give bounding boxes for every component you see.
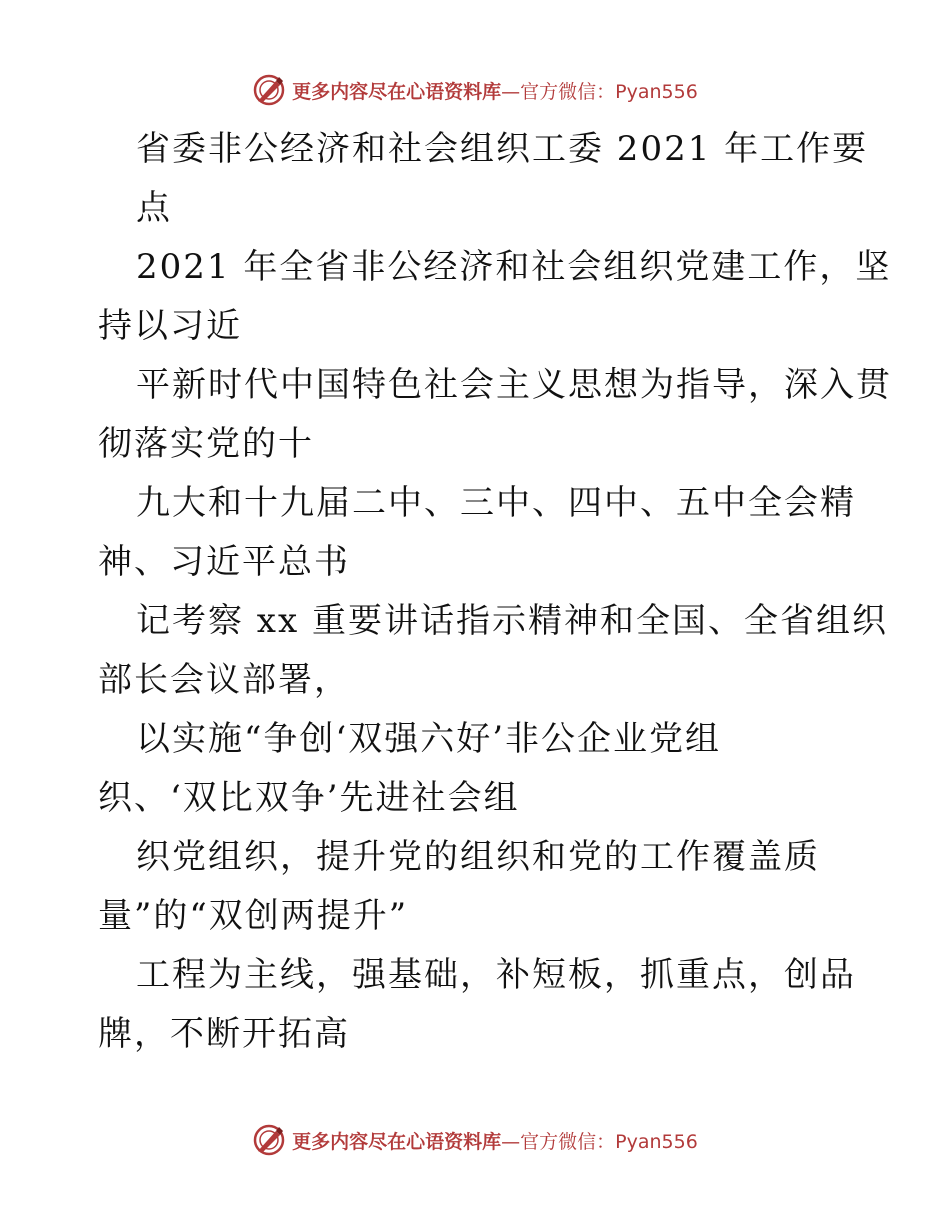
title-line-2: 点 xyxy=(136,188,172,228)
document-body xyxy=(98,120,892,1064)
pen-logo-icon xyxy=(252,1123,286,1157)
title-line-1: 省委非公经济和社会组织工委 2021 年工作要 xyxy=(136,129,869,169)
paragraph-line: 彻落实党的十 xyxy=(98,424,314,464)
header-dash: — xyxy=(501,80,521,103)
paragraph-line: 以实施“争创‘双强六好’非公企业党组 xyxy=(136,719,721,759)
paragraph-line: 牌，不断开拓高 xyxy=(98,1014,350,1054)
paragraph-line: 织、‘双比双争’先进社会组 xyxy=(98,778,520,818)
paragraph-line: 织党组织，提升党的组织和党的工作覆盖质 xyxy=(136,837,820,877)
footer-contact-text: 官方微信：Pyan556 xyxy=(520,1130,698,1153)
footer-dash: — xyxy=(501,1130,521,1153)
paragraph-line: 量”的“双创两提升” xyxy=(98,896,409,936)
header-contact-text: 官方微信：Pyan556 xyxy=(520,80,698,103)
paragraph-line: 记考察 xx 重要讲话指示精神和全国、全省组织 xyxy=(136,601,888,641)
header-banner-text xyxy=(292,77,698,104)
paragraph-line: 持以习近 xyxy=(98,306,242,346)
footer-banner xyxy=(0,1120,950,1160)
paragraph-line: 神、习近平总书 xyxy=(98,542,350,582)
paragraph-line: 部长会议部署， xyxy=(98,660,350,700)
footer-banner-text xyxy=(292,1127,698,1154)
paragraph-line: 平新时代中国特色社会主义思想为指导，深入贯 xyxy=(136,365,892,405)
paragraph-line: 2021 年全省非公经济和社会组织党建工作，坚 xyxy=(136,247,892,287)
header-banner xyxy=(0,70,950,110)
footer-site-text: 更多内容尽在心语资料库 xyxy=(292,1130,502,1153)
paragraph-line: 九大和十九届二中、三中、四中、五中全会精 xyxy=(136,483,856,523)
pen-logo-icon xyxy=(252,73,286,107)
paragraph-line: 工程为主线，强基础，补短板，抓重点，创品 xyxy=(136,955,856,995)
header-site-text: 更多内容尽在心语资料库 xyxy=(292,80,502,103)
